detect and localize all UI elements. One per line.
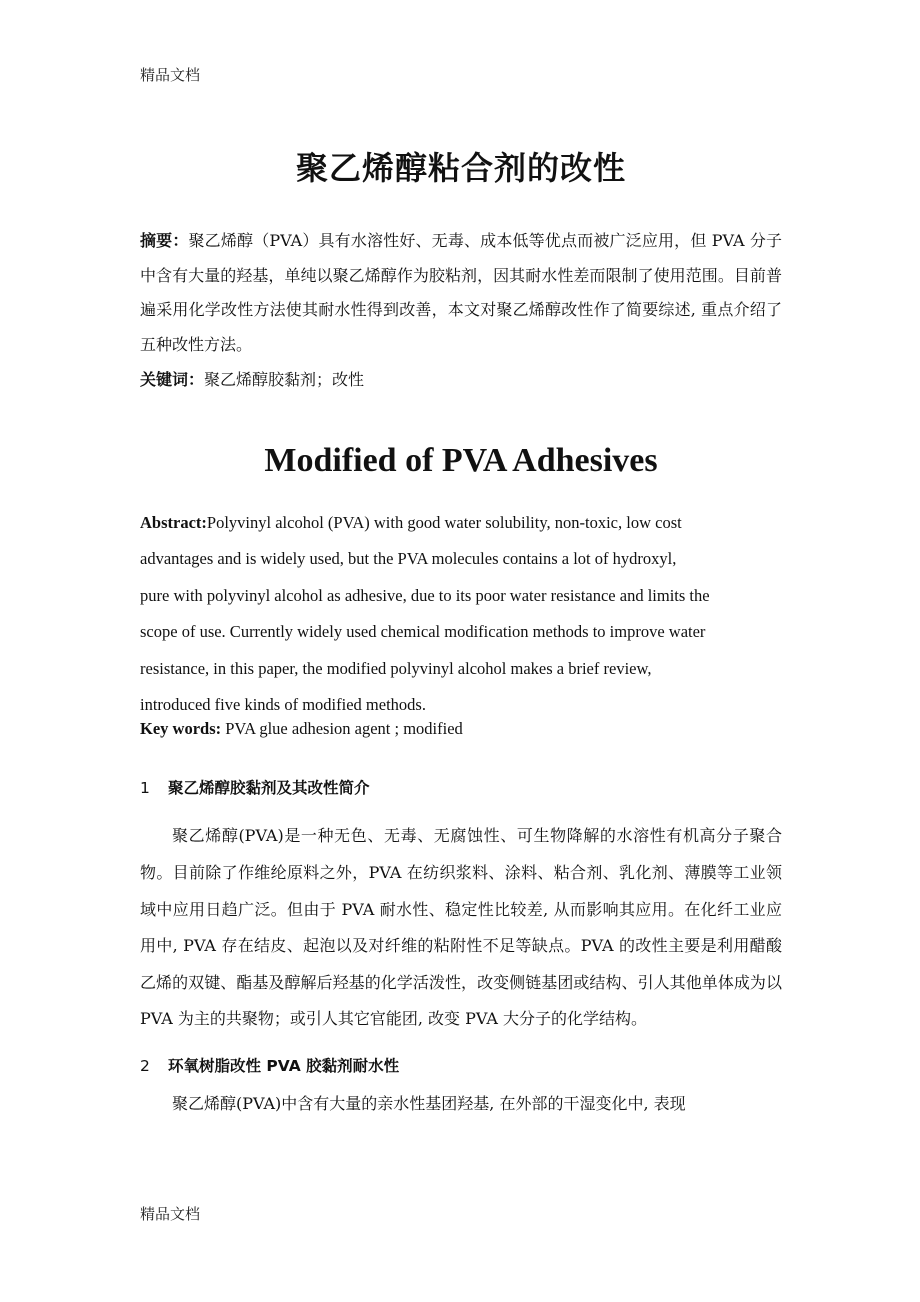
english-abstract-line: Abstract:Polyvinyl alcohol (PVA) with good water solubility, non-toxic, low cost [140,513,682,532]
chinese-keywords-text: 聚乙烯醇胶黏剂；改性 [204,370,365,389]
section-1-title: 聚乙烯醇胶黏剂及其改性简介 [168,779,370,798]
english-keywords-label: Key words: [140,719,222,739]
english-abstract-line: resistance, in this paper, the modified polyvinyl alcohol makes a brief review, [140,658,652,678]
english-keywords-text: PVA glue adhesion agent ; modified [221,719,463,739]
english-abstract-line: scope of use. Currently widely used chemical modification methods to improve water [140,622,706,642]
section-1-paragraph: 聚乙烯醇(PVA)是一种无色、无毒、无腐蚀性、可生物降解的水溶性有机高分子聚合物。目前除了作维纶原料之外，PVA 在纺织浆料、涂料、粘合剂、乳化剂、薄膜等工业领域中应用日趋广泛。但由于 PVA 耐水性、稳定性比较差, 从而影响其应用。在化纤工业应用中, PVA 存在结皮、起泡以及对纤维的粘附性不足等缺点。PVA 的改性主要是利用醋酸乙烯的双键、酯基及醇解后羟基的化学活泼性，改变侧链基团或结构、引人其他单体成为以 PVA 为主的共聚物；或引人其它官能团, 改变 PVA 大分子的化学结构。 [140,826,782,1029]
chinese-keywords [140,363,782,397]
english-abstract-line: advantages and is widely used, but the PVA molecules contains a lot of hydroxyl, [140,549,677,569]
english-keywords [140,717,782,741]
chinese-keywords-label: 关键词： [140,370,205,389]
chinese-abstract-label: 摘要： [140,231,189,250]
section-1-number: 1 [140,779,150,798]
page-header: 精品文档 [140,66,201,84]
english-abstract-line: introduced five kinds of modified methods. [140,695,426,715]
english-title: Modified of PVA Adhesives [264,442,658,479]
section-2-heading [140,1054,782,1078]
section-2-title: 环氧树脂改性 PVA 胶黏剂耐水性 [168,1057,400,1075]
section-1-heading [140,776,782,800]
chinese-abstract-text: 聚乙烯醇（PVA）具有水溶性好、无毒、成本低等优点而被广泛应用，但 PVA 分子中含有大量的羟基，单纯以聚乙烯醇作为胶粘剂，因其耐水性差而限制了使用范围。目前普遍采用化学改性方法使其耐水性得到改善，本文对聚乙烯醇改性作了简要综述, 重点介绍了五种改性方法。 [140,231,782,354]
section-2-paragraph: 聚乙烯醇(PVA)中含有大量的亲水性基团羟基, 在外部的干湿变化中, 表现 [172,1094,686,1113]
document-body [140,142,782,1139]
english-abstract-label: Abstract: [140,513,207,532]
page-footer: 精品文档 [140,1205,201,1223]
english-abstract-line: pure with polyvinyl alcohol as adhesive, due to its poor water resistance and limits the [140,585,710,605]
section-2-number: 2 [140,1057,150,1075]
english-abstract [140,505,782,723]
chinese-abstract [140,224,782,362]
chinese-title: 聚乙烯醇粘合剂的改性 [295,149,626,187]
